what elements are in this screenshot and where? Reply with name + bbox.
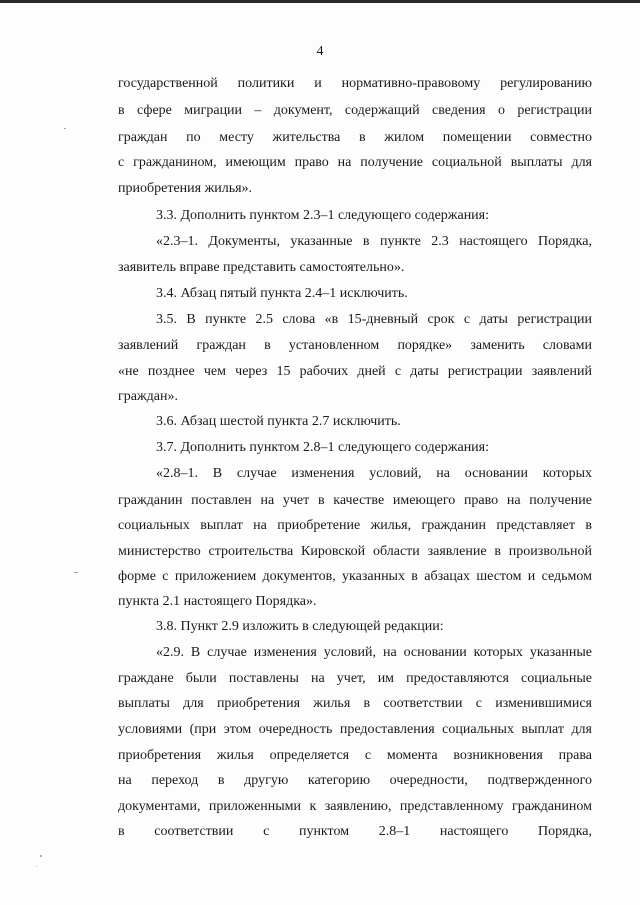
text-line: социальных выплат на приобретение жилья, гражданин представляет в: [118, 518, 592, 533]
text-line: «не позднее чем через 15 рабочих дней с даты регистрации заявлений: [118, 364, 592, 379]
text-line: государственной политики и нормативно-правовому регулированию: [118, 76, 592, 91]
scan-speck: [74, 572, 78, 573]
paragraph-heading: 3.7. Дополнить пунктом 2.8–1 следующего содержания:: [156, 440, 490, 455]
text-line: граждан».: [118, 389, 178, 404]
paragraph-heading: 3.4. Абзац пятый пункта 2.4–1 исключить.: [156, 286, 408, 301]
text-line: на переход в другую категорию очередности, подтвержденного: [118, 773, 592, 788]
scan-speck: [36, 866, 37, 867]
text-line: министерство строительства Кировской области заявление в произвольной: [118, 544, 592, 559]
text-line: выплаты для приобретения жилья в соответствии с изменившимися: [118, 696, 592, 711]
text-line: заявитель вправе представить самостоятельно».: [118, 260, 405, 275]
text-line: граждан по месту жительства в жилом помещении совместно: [118, 130, 592, 145]
text-line: заявлений граждан в установленном порядке» заменить словами: [118, 338, 592, 353]
text-line: форме с приложением документов, указанных в абзацах шестом и седьмом: [118, 569, 592, 584]
page-number: 4: [316, 44, 324, 59]
text-line: приобретения жилья».: [118, 181, 253, 196]
text-line: пункта 2.1 настоящего Порядка».: [118, 594, 317, 609]
text-line: гражданин поставлен на учет в качестве имеющего право на получение: [118, 493, 592, 508]
scan-top-border: [0, 0, 640, 3]
paragraph-heading: 3.3. Дополнить пунктом 2.3–1 следующего содержания:: [156, 208, 490, 223]
text-line: условиями (при этом очередность предоставления социальных выплат для: [118, 722, 592, 737]
text-line: в сфере миграции – документ, содержащий сведения о регистрации: [118, 103, 592, 118]
text-line: «2.9. В случае изменения условий, на основании которых указанные: [156, 645, 592, 660]
paragraph-heading: 3.5. В пункте 2.5 слова «в 15-дневный срок с даты регистрации: [156, 312, 592, 327]
text-line: граждане были поставлены на учет, им предоставляются социальные: [118, 671, 592, 686]
text-line: «2.8–1. В случае изменения условий, на основании которых: [156, 466, 592, 481]
text-line: в соответствии с пунктом 2.8–1 настоящего Порядка,: [118, 824, 592, 839]
text-line: «2.3–1. Документы, указанные в пункте 2.3 настоящего Порядка,: [156, 234, 592, 249]
paragraph-heading: 3.8. Пункт 2.9 изложить в следующей редакции:: [156, 619, 444, 634]
scan-speck: [64, 128, 66, 129]
text-line: приобретения жилья определяется с момента возникновения права: [118, 748, 592, 763]
scan-speck: [40, 855, 42, 857]
paragraph-heading: 3.6. Абзац шестой пункта 2.7 исключить.: [156, 414, 401, 429]
text-line: с гражданином, имеющим право на получение социальной выплаты для: [118, 155, 592, 170]
text-line: документами, приложенными к заявлению, представленному гражданином: [118, 799, 592, 814]
